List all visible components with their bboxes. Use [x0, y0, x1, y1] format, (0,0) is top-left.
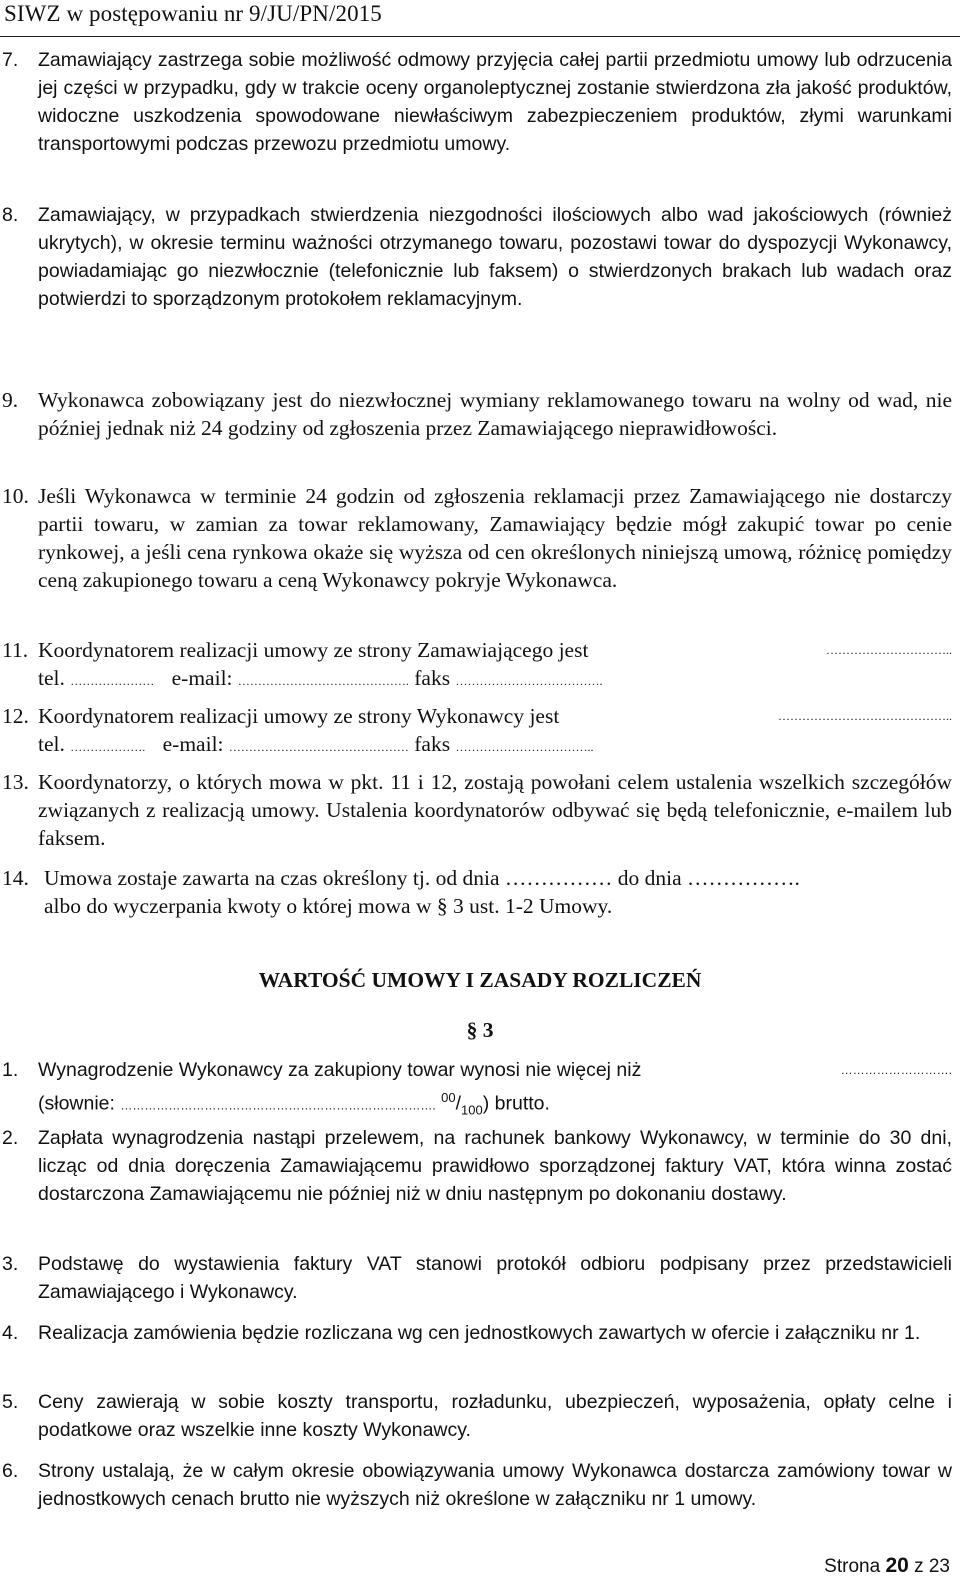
page-number [824, 1554, 950, 1578]
clause-10 [2, 482, 952, 594]
fill-in-dots: ………………………. [840, 1063, 952, 1077]
s3-point-2 [2, 1124, 952, 1208]
clause-text: do dnia [617, 866, 682, 890]
clause-text: Koordynatorem realizacji umowy ze strony Wykonawcy jest [38, 704, 560, 728]
clause-number: 11. [2, 638, 29, 662]
fill-in-dots: …………………………………….. [778, 709, 952, 723]
fill-in-dots: ………………………….. [826, 643, 952, 657]
s3-point-3 [2, 1250, 952, 1306]
clause-text: Zamawiający, w przypadkach stwierdzenia niezgodności ilościowych albo wad jakościowych (również ukrytych), w okresie terminu ważności otrzymanego towaru, pozostawi towar do dyspozycji Wykonawcy, powiadamiając go niezwłocznie (telefonicznie lub faksem) o stwierdzonych brakach lub wadach oraz potwierdzi to sporządzonym protokołem reklamacyjnym. [38, 204, 952, 310]
clause-9 [2, 386, 952, 442]
slownie-label: (słownie: [38, 1092, 115, 1115]
point-number: 4. [2, 1322, 19, 1344]
point-number: 6. [2, 1460, 19, 1482]
clause-13 [2, 768, 952, 852]
tel-label: tel. [38, 732, 65, 756]
clause-7 [2, 46, 952, 158]
clause-number: 8. [2, 204, 19, 226]
fill-in-dots: ………………. [70, 740, 146, 754]
clause-text: Jeśli Wykonawca w terminie 24 godzin od zgłoszenia reklamacji przez Zamawiającego nie dostarczy partii towaru, w zamian za towar reklamowany, Zamawiający będzie mógł zakupić towar po cenie rynkowej, a jeśli cena rynkowa okaże się wyższa od cen określonych niniejszą umową, różnicę pomiędzy ceną zakupionego towaru a ceną Wykonawcy pokryje Wykonawca. [38, 484, 952, 592]
email-label: e-mail: [162, 732, 224, 756]
s3-point-5 [2, 1388, 952, 1444]
clause-text: Zamawiający zastrzega sobie możliwość odmowy przyjęcia całej partii przedmiotu umowy lub odrzucenia jej części w przypadku, gdy w trakcie oceny organoleptycznej zostanie stwierdzona zła jakość produktów, widoczne uszkodzenia spowodowane niewłaściwym zabezpieczeniem produktów, złymi warunkami transportowymi podczas przewozu przedmiotu umowy. [38, 49, 952, 155]
s3-point-1 [2, 1056, 952, 1124]
point-number: 2. [2, 1127, 19, 1149]
clause-14 [2, 864, 952, 920]
clause-text: Umowa zostaje zawarta na czas określony tj. od dnia [44, 866, 500, 890]
fill-in-dots: ………………… [70, 674, 155, 688]
fill-in-dots: ……………………………………… [228, 740, 409, 754]
clause-number: 12. [2, 704, 29, 728]
fill-in-dots: ……………………………………………………………………. [120, 1098, 436, 1113]
s3-point-4 [2, 1319, 952, 1347]
email-label: e-mail: [171, 666, 233, 690]
point-number: 5. [2, 1391, 19, 1413]
clause-number: 13. [2, 770, 29, 794]
clause-number: 7. [2, 49, 19, 71]
clause-number: 10. [2, 484, 29, 508]
faks-label: faks [414, 732, 451, 756]
page-label: Strona [824, 1556, 881, 1577]
s3-point-6 [2, 1457, 952, 1513]
grosze-numerator: 00 [441, 1090, 456, 1105]
fill-in-dots: …………… [504, 866, 613, 890]
paragraph-symbol: § 3 [466, 1018, 494, 1042]
point-text: Zapłata wynagrodzenia nastąpi przelewem, na rachunek bankowy Wykonawcy, w terminie do 30 dni, licząc od dnia doręczenia Zamawiającemu prawidłowo sporządzonej faktury VAT, która winna zostać dostarczona Zamawiającemu nie później niż w dniu następnym po dokonaniu dostawy. [38, 1127, 952, 1205]
tel-label: tel. [38, 666, 65, 690]
fill-in-dots: …………………………….. [455, 740, 594, 754]
point-text: Ceny zawierają w sobie koszty transportu, rozładunku, ubezpieczeń, wyposażenia, opłaty celne i podatkowe oraz wszelkie inne koszty Wykonawcy. [38, 1391, 952, 1441]
section-title: WARTOŚĆ UMOWY I ZASADY ROZLICZEŃ [258, 968, 702, 992]
clause-number: 14. [2, 866, 29, 890]
total-pages: 23 [928, 1556, 950, 1577]
page-header [0, 0, 960, 37]
clause-text: albo do wyczerpania kwoty o której mowa w § 3 ust. 1-2 Umowy. [44, 894, 613, 918]
point-text: Strony ustalają, że w całym okresie obowiązywania umowy Wykonawca dostarcza zamówiony towar w jednostkowych cenach brutto nie wyższych niż określone w załączniku nr 1 umowy. [38, 1460, 952, 1510]
grosze-denominator: 100 [461, 1102, 483, 1118]
clause-8 [2, 201, 952, 313]
clause-text: Koordynatorem realizacji umowy ze strony Zamawiającego jest [38, 638, 589, 662]
page-of: z [914, 1556, 924, 1577]
clause-11 [2, 636, 952, 695]
fraction-slash: / [455, 1092, 462, 1115]
clause-12 [2, 702, 952, 761]
point-text: Wynagrodzenie Wykonawcy za zakupiony towar wynosi nie więcej niż [38, 1059, 642, 1081]
document-title: SIWZ w postępowaniu nr 9/JU/PN/2015 [4, 1, 382, 26]
brutto-label: ) brutto. [482, 1092, 550, 1115]
fill-in-dots: ………………………………. [455, 674, 603, 688]
clause-text: Koordynatorzy, o których mowa w pkt. 11 i 12, zostają powołani celem ustalenia wszelkich szczegółów związanych z realizacją umowy. Ustalenia koordynatorów odbywać się będą telefonicznie, e-mailem lub faksem. [38, 770, 952, 850]
point-text: Podstawę do wystawienia faktury VAT stanowi protokół odbioru podpisany przez przedstawicieli Zamawiającego i Wykonawcy. [38, 1253, 952, 1303]
point-text: Realizacja zamówienia będzie rozliczana wg cen jednostkowych zawartych w ofercie i załączniku nr 1. [38, 1322, 921, 1344]
faks-label: faks [414, 666, 451, 690]
fill-in-dots: ……………………………………. [237, 674, 409, 688]
point-number: 1. [2, 1059, 19, 1081]
clause-number: 9. [2, 388, 19, 412]
current-page: 20 [885, 1554, 909, 1577]
fill-in-dots: ……………. [687, 866, 800, 890]
clause-text: Wykonawca zobowiązany jest do niezwłocznej wymiany reklamowanego towaru na wolny od wad, nie później jednak niż 24 godziny od zgłoszenia przez Zamawiającego nieprawidłowości. [38, 388, 952, 440]
point-number: 3. [2, 1253, 19, 1275]
